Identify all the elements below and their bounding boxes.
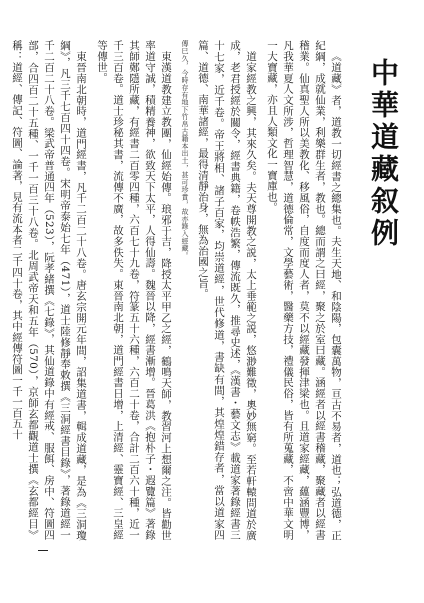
paragraph-3: 東漢道教建立教團，仙經始傳。琅邪于吉，降授太平甲乙之經，鶴鳴天師，教習河上想爾之注。皆勸世率道守誠，積精養神，欲致天下太平，人得仙壽。魏晉以降，經書漸增。晉葛洪《抱朴子・遐覽篇》著錄其師鄭隱所藏，有經書二百零四種，六百七十九卷，符篆五十六種，六百二十卷，合計二百六十種，近一千三百卷。道士珍秘其書，流傳不廣，故多佚失。東晉南北朝，道門經書日增，上清經、靈寶經、三皇經等傳世。 [96, 40, 172, 540]
paragraph-4: 東晉南北朝時，道門經書，凡千二百二十八卷。唐玄宗開元年間，詔集道書，輯成道藏，是為《三洞瓊綱》，凡三千七百四十四卷。宋明帝泰始七年（471），道士陸修靜奉敕撰《三洞經書目錄》，著錄道經一千二百二十八卷。梁武帝普通四年（523），阮孝緒撰《七錄》，其仙道錄中有經戒、服餌、房中、符圖四部，合四百二十五種、一千一百三十八卷。北周武帝天和五年（570），京師玄都觀道士撰《玄都經目》稱：道經、傳記、符圖、論著，見有流本者二千四十卷，其中經傳符圖一千一百五十 [11, 40, 87, 540]
page-title: 中華道藏叙例 [367, 58, 400, 250]
paragraph-2: 道家經教之興，其來久矣。夫天尊開教之説，太上垂範之説，悠渺難徵，奧妙無窮。至若軒轅問道於廣成，老君授經於關令，經書典籍，卷帙浩繁，傳流既久，推尋史述，《漢書・藝文志》載道家著錄經書三十七家，近千卷。帝王將相、諸子百家，均崇道經，世代修道，書缺有間，其煌煌錯存者，當以道家四篇、道德、南華諸經，最得清靜治身，無為治國之旨。 [197, 40, 257, 540]
body-text-column [11, 40, 344, 540]
paragraph-1: 《道藏》者，道教一切經書之總集也。夫生天地、和陰陽，包囊萬物，亘古不易者，道也；弘道德，正紀綱，成就仙業，利樂群生者，教也。總而謂之曰經，聚之於室曰藏。涵經者以經書稽藏，聚藏者以經書稽業。仙真聖人所以美教化、移風俗，自度而度人者，莫不以經藏發揮津梁也。且道家經藏，蘊涵豐博，凡我華夏人文所涉，哲理智慧，道德倫常，文學藝術，醫藥方技，禮儀民俗，皆有所蒐藏，不啻中華文明一大寶藏，亦且人類文化一寶庫也。 [266, 40, 342, 540]
inline-note: 傳巳久，今時存有地下竹帛古籍本出土，甚可珍貴，故亦錄入經藏。 [181, 40, 189, 259]
page-folio-mark [38, 550, 48, 551]
